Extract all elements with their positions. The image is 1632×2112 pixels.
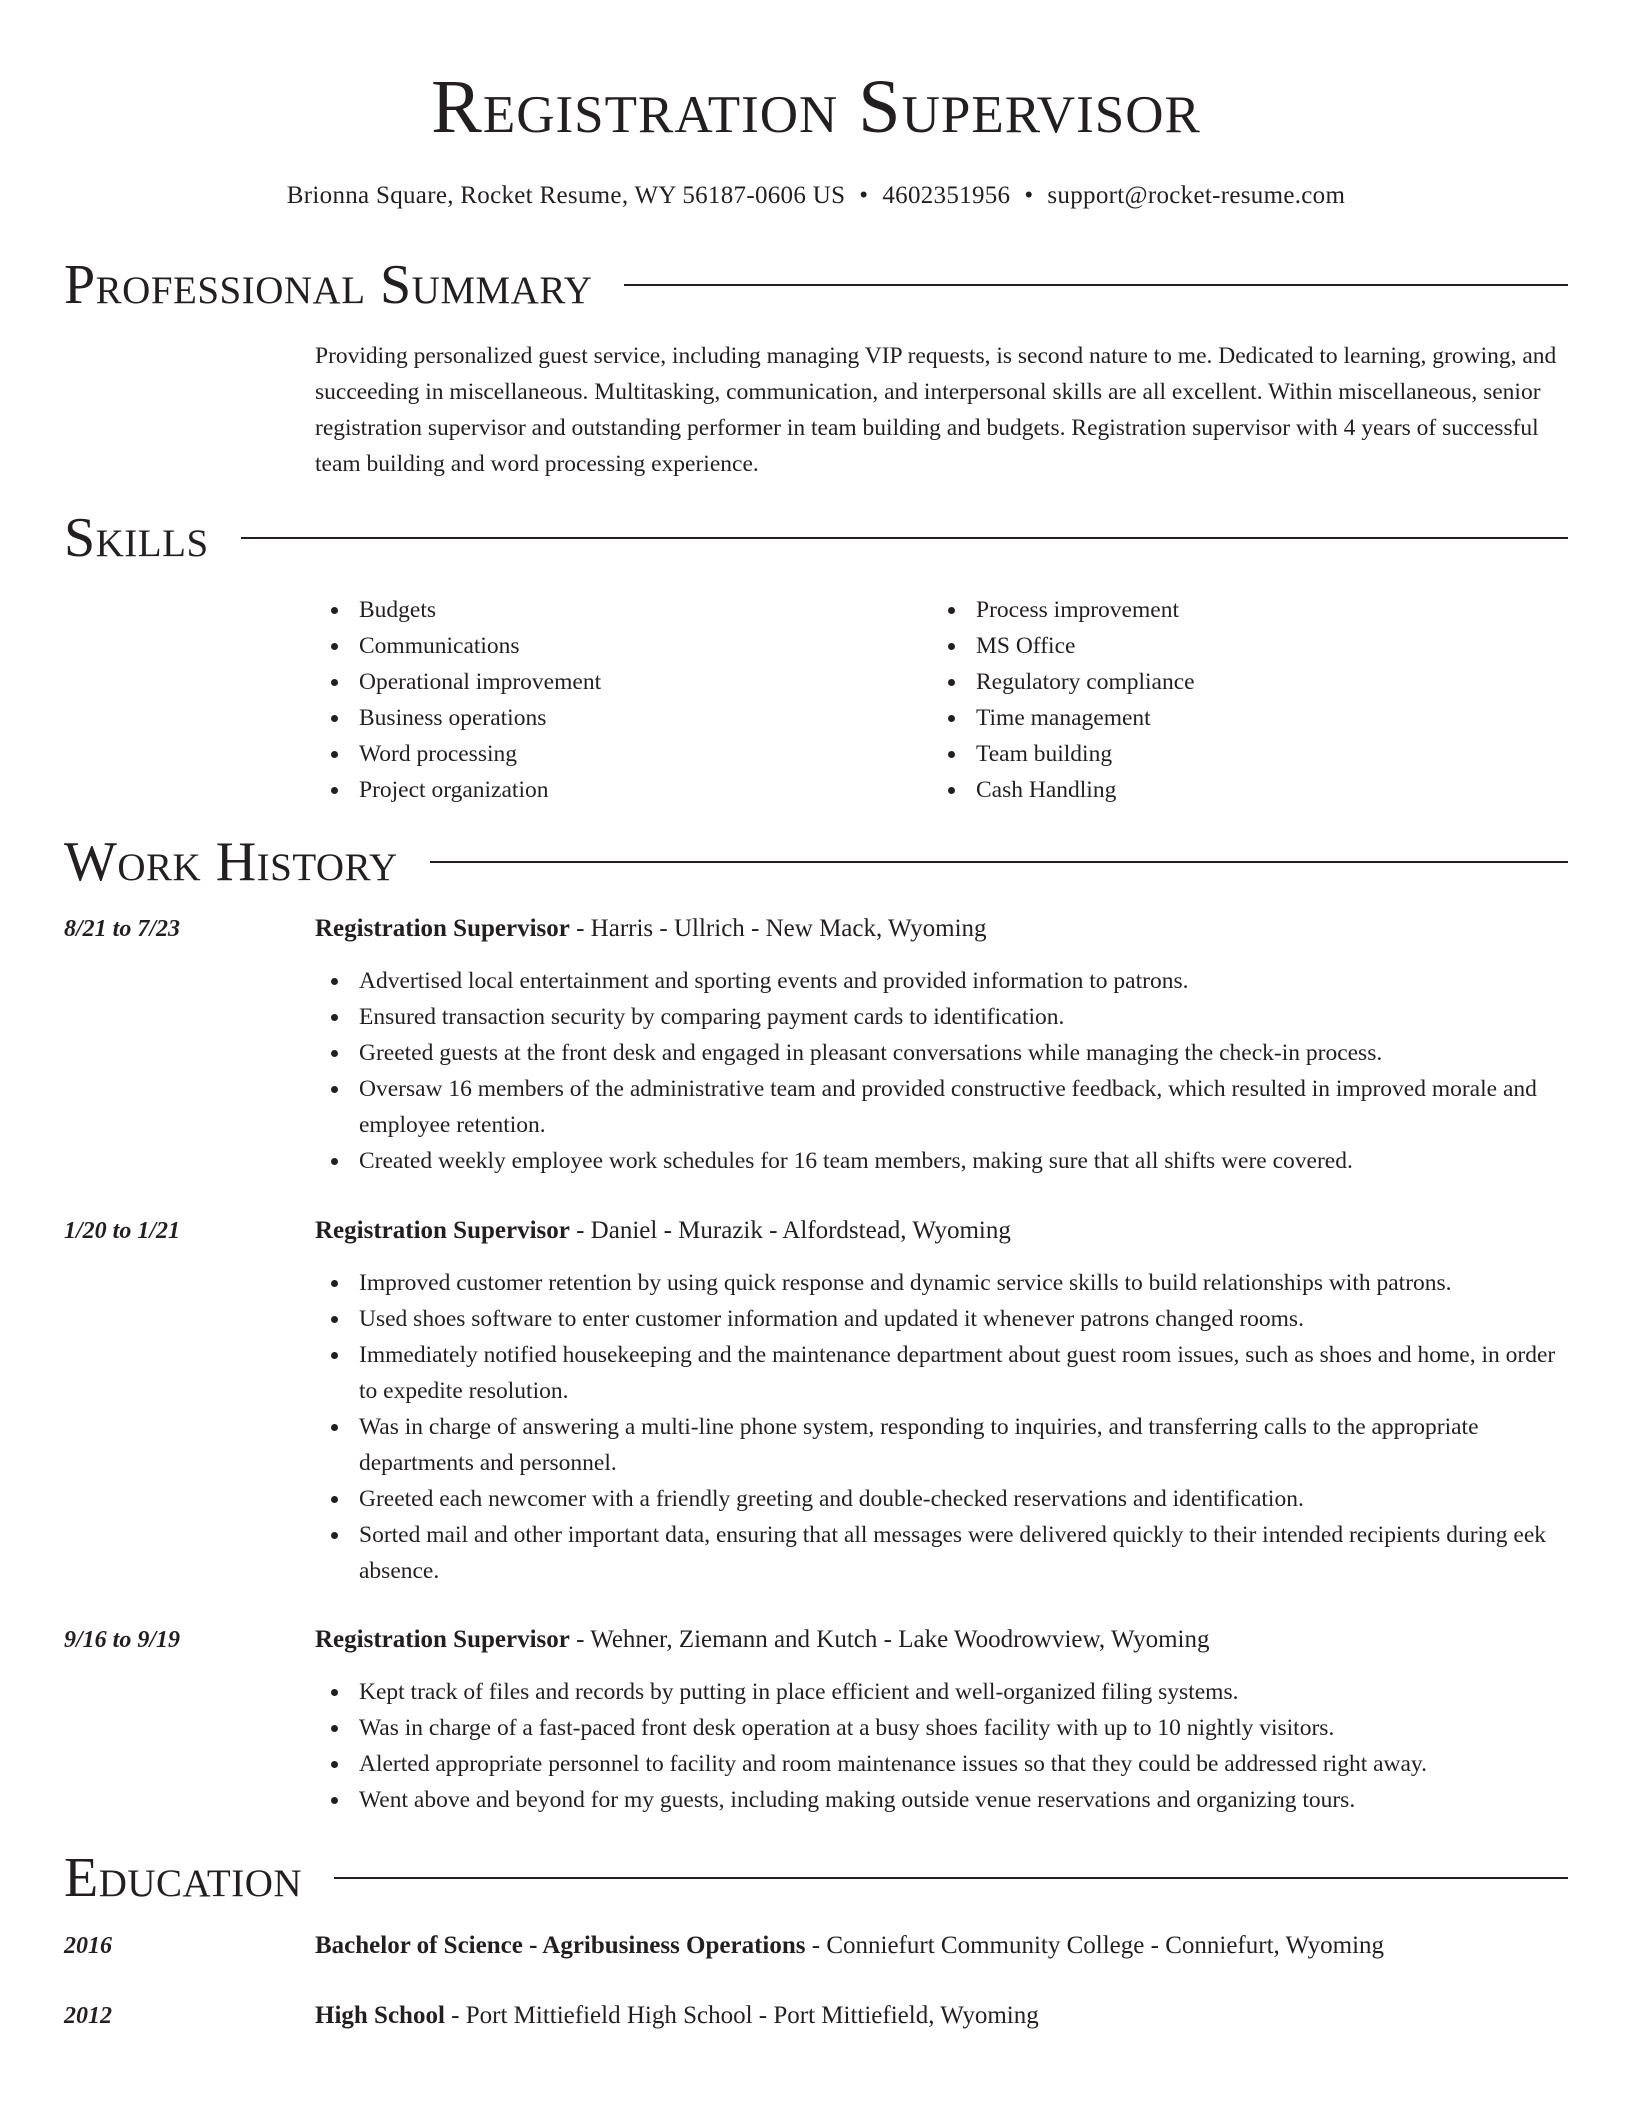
work-heading-line	[315, 1622, 1568, 1658]
work-bullet: Oversaw 16 members of the administrative team and provided constructive feedback, which resulted in improved morale and employee retention.	[315, 1071, 1568, 1143]
job-title: Registration Supervisor	[315, 1217, 570, 1244]
work-entry	[64, 911, 1568, 1179]
skill-item: Word processing	[315, 736, 932, 772]
work-bullet: Ensured transaction security by comparing payment cards to identification.	[315, 999, 1568, 1035]
work-bullet: Went above and beyond for my guests, including making outside venue reservations and organizing tours.	[315, 1782, 1568, 1818]
work-section-heading	[64, 830, 1568, 894]
work-bullet: Improved customer retention by using quick response and dynamic service skills to build relationships with patrons.	[315, 1265, 1568, 1301]
skill-item: Cash Handling	[932, 772, 1549, 808]
work-bullet: Advertised local entertainment and sporting events and provided information to patrons.	[315, 963, 1568, 999]
summary-section-heading	[64, 253, 1568, 317]
skill-item: Project organization	[315, 772, 932, 808]
contact-email: support@rocket-resume.com	[1047, 182, 1346, 209]
summary-text: Providing personalized guest service, including managing VIP requests, is second nature to me. Dedicated to learning, growing, and succeeding in miscellaneous. Multitasking, communication, and interpersonal skills are all excellent. Within miscellaneous, senior registration supervisor and outstanding performer in team building and budgets. Registration supervisor with 4 years of successful team building and word processing experience.	[315, 343, 1557, 477]
education-year: 2016	[64, 1933, 112, 1959]
resume-page	[64, 0, 1568, 2112]
employer-location: - Wehner, Ziemann and Kutch - Lake Woodrowview, Wyoming	[569, 1626, 1210, 1653]
skill-item: Process improvement	[932, 592, 1549, 628]
school-location: - Port Mittiefield High School - Port Mittiefield, Wyoming	[444, 2002, 1039, 2029]
work-bullet: Kept track of files and records by putting in place efficient and well-organized filing systems.	[315, 1674, 1568, 1710]
work-entry	[64, 1213, 1568, 1589]
work-bullet: Greeted guests at the front desk and engaged in pleasant conversations while managing the check-in process.	[315, 1035, 1568, 1071]
work-bullet: Immediately notified housekeeping and the maintenance department about guest room issues, such as shoes and home, in order to expedite resolution.	[315, 1337, 1568, 1409]
degree: Bachelor of Science - Agribusiness Operations	[315, 1932, 806, 1959]
contact-phone: 4602351956	[882, 182, 1011, 209]
contact-separator: •	[859, 182, 869, 209]
work-bullet: Alerted appropriate personnel to facility and room maintenance issues so that they could be addressed right away.	[315, 1746, 1568, 1782]
skills-column-left	[315, 592, 932, 808]
work-heading: Work History	[64, 831, 398, 893]
work-dates: 8/21 to 7/23	[64, 916, 181, 942]
contact-line	[64, 180, 1568, 212]
work-bullet: Was in charge of answering a multi-line phone system, responding to inquiries, and transferring calls to the appropriate departments and personnel.	[315, 1409, 1568, 1481]
skill-item: Business operations	[315, 700, 932, 736]
work-bullets	[315, 963, 1568, 1179]
work-bullet: Sorted mail and other important data, ensuring that all messages were delivered quickly to their intended recipients during eek absence.	[315, 1517, 1568, 1589]
school-location: - Conniefurt Community College - Conniefurt, Wyoming	[805, 1932, 1385, 1959]
section-divider	[624, 284, 1568, 286]
skill-item: MS Office	[932, 628, 1549, 664]
skill-item: Operational improvement	[315, 664, 932, 700]
resume-header	[64, 62, 1568, 212]
section-divider	[334, 1877, 1568, 1879]
contact-separator: •	[1024, 182, 1034, 209]
contact-address: Brionna Square, Rocket Resume, WY 56187-0606 US	[286, 182, 846, 209]
education-heading: Education	[64, 1847, 303, 1909]
skill-item: Budgets	[315, 592, 932, 628]
skills-section-heading	[64, 506, 1568, 570]
work-heading-line	[315, 911, 1568, 947]
work-heading-line	[315, 1213, 1568, 1249]
work-bullet: Created weekly employee work schedules for 16 team members, making sure that all shifts were covered.	[315, 1143, 1568, 1179]
skills-list	[315, 592, 1568, 808]
skill-item: Team building	[932, 736, 1549, 772]
work-dates: 1/20 to 1/21	[64, 1218, 181, 1244]
education-entry	[64, 1998, 1568, 2034]
employer-location: - Daniel - Murazik - Alfordstead, Wyoming	[569, 1217, 1011, 1244]
summary-heading: Professional Summary	[64, 254, 593, 316]
skill-item: Regulatory compliance	[932, 664, 1549, 700]
education-year: 2012	[64, 2003, 112, 2029]
job-title: Registration Supervisor	[315, 1626, 570, 1653]
skill-item: Time management	[932, 700, 1549, 736]
skill-item: Communications	[315, 628, 932, 664]
skills-heading: Skills	[64, 507, 209, 569]
education-heading-line	[315, 1928, 1568, 1964]
resume-title: Registration Supervisor	[431, 65, 1201, 149]
education-entry	[64, 1928, 1568, 1964]
work-bullet: Was in charge of a fast-paced front desk operation at a busy shoes facility with up to 10 nightly visitors.	[315, 1710, 1568, 1746]
work-bullets	[315, 1265, 1568, 1589]
work-dates: 9/16 to 9/19	[64, 1627, 181, 1653]
section-divider	[241, 537, 1568, 539]
work-bullet: Used shoes software to enter customer information and updated it whenever patrons changed rooms.	[315, 1301, 1568, 1337]
section-divider	[430, 861, 1568, 863]
work-bullet: Greeted each newcomer with a friendly greeting and double-checked reservations and identification.	[315, 1481, 1568, 1517]
job-title: Registration Supervisor	[315, 915, 570, 942]
degree: High School	[315, 2002, 445, 2029]
work-entry	[64, 1622, 1568, 1818]
skills-column-right	[932, 592, 1549, 808]
education-section-heading	[64, 1846, 1568, 1910]
employer-location: - Harris - Ullrich - New Mack, Wyoming	[569, 915, 987, 942]
education-heading-line	[315, 1998, 1568, 2034]
work-bullets	[315, 1674, 1568, 1818]
